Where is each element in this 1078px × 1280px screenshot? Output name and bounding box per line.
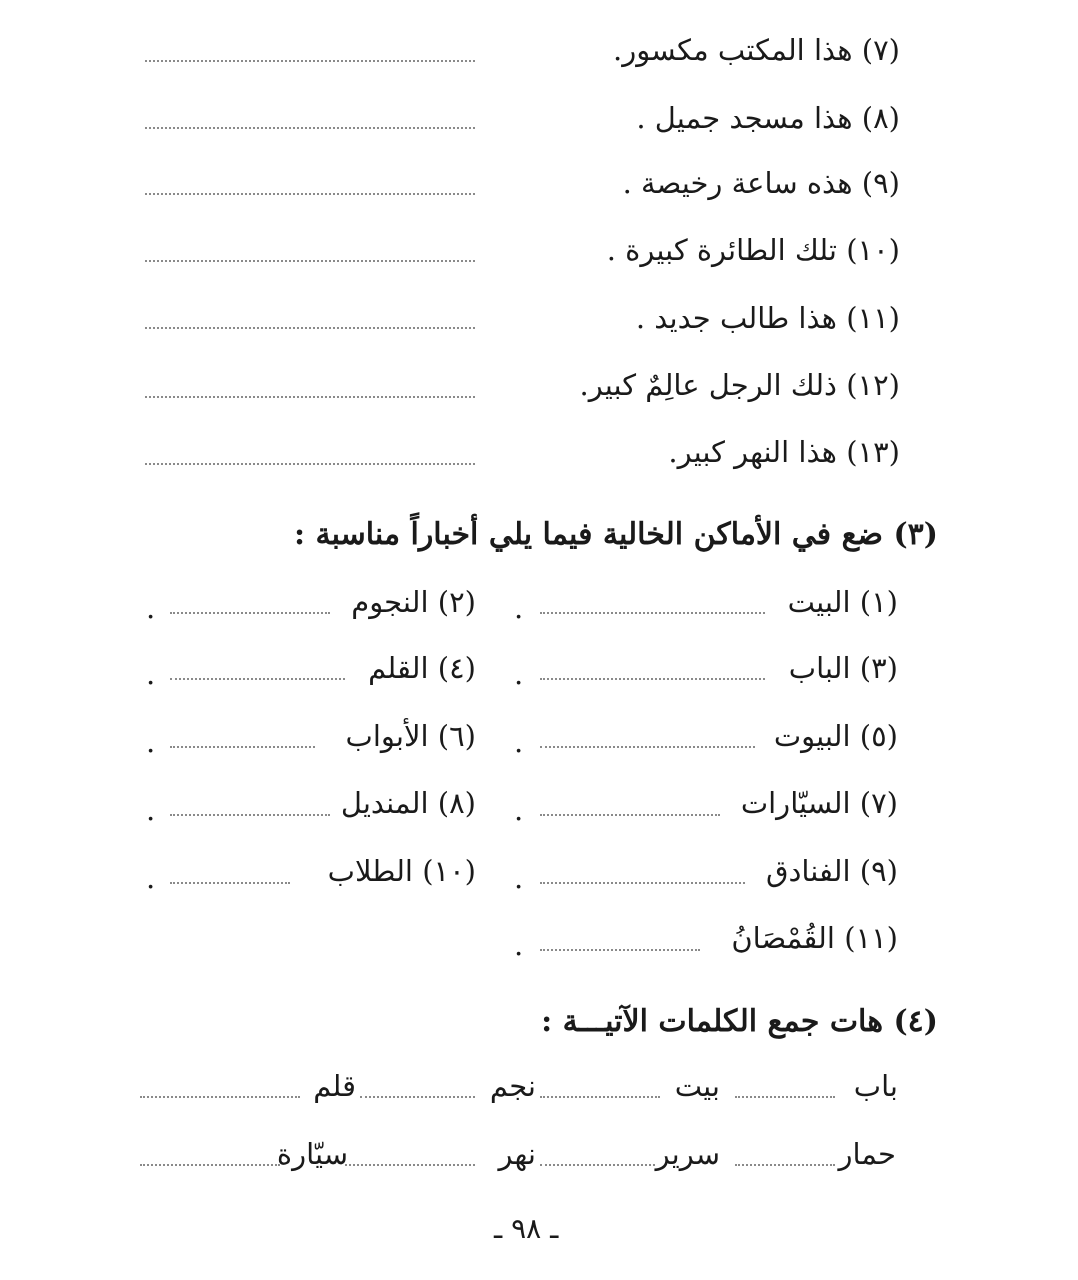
sentence-text: هذا طالب جديد . — [635, 301, 837, 335]
exercise-3-item — [346, 716, 476, 756]
period-mark: . — [146, 657, 156, 691]
sentence-row — [636, 98, 900, 138]
period-mark: . — [146, 725, 156, 759]
item-word: السيّارات — [740, 786, 851, 820]
word-item: قلم — [313, 1069, 356, 1103]
item-word: الأبواب — [345, 719, 429, 753]
item-number: (٦) — [437, 719, 476, 753]
period-mark: . — [146, 591, 156, 625]
answer-blank[interactable] — [360, 1096, 475, 1098]
answer-blank[interactable] — [145, 327, 475, 329]
sentence-row — [607, 230, 900, 270]
item-word: الطلاب — [327, 854, 413, 888]
page-number: ـ ٩٨ ـ — [494, 1212, 559, 1245]
sentence-number: (٩) — [861, 166, 900, 200]
answer-blank[interactable] — [140, 1164, 280, 1166]
answer-blank[interactable] — [540, 814, 720, 816]
period-mark: . — [146, 793, 156, 827]
period-mark: . — [514, 591, 524, 625]
answer-blank[interactable] — [540, 612, 765, 614]
answer-blank[interactable] — [540, 949, 700, 951]
exercise-3-item — [789, 648, 898, 688]
answer-blank[interactable] — [540, 746, 755, 748]
item-number: (١١) — [844, 921, 898, 955]
item-word: المنديل — [340, 786, 429, 820]
sentence-text: هذه ساعة رخيصة . — [622, 166, 853, 200]
sentence-number: (١٠) — [846, 233, 900, 267]
period-mark: . — [514, 793, 524, 827]
answer-blank[interactable] — [170, 746, 315, 748]
exercise-3-item — [741, 783, 898, 823]
item-word: البيوت — [773, 719, 851, 753]
word-item: بيت — [674, 1069, 720, 1103]
exercise-3-item — [368, 648, 476, 688]
period-mark: . — [514, 861, 524, 895]
period-mark: . — [514, 928, 524, 962]
sentence-text: هذا المكتب مكسور. — [613, 33, 853, 67]
sentence-row — [623, 163, 900, 203]
exercise-3-item — [328, 851, 476, 891]
sentence-number: (٨) — [861, 101, 900, 135]
sentence-row — [613, 30, 900, 70]
period-mark: . — [514, 725, 524, 759]
answer-blank[interactable] — [145, 463, 475, 465]
period-mark: . — [514, 657, 524, 691]
exercise-4-heading: (٤) هات جمع الكلمات الآتيـــة : — [541, 1004, 938, 1039]
sentence-text: ذلك الرجل عالِمٌ كبير. — [579, 368, 837, 402]
item-word: القلم — [368, 651, 429, 685]
answer-blank[interactable] — [145, 193, 475, 195]
item-number: (٣) — [859, 651, 898, 685]
answer-blank[interactable] — [170, 678, 345, 680]
item-number: (١٠) — [422, 854, 476, 888]
answer-blank[interactable] — [145, 60, 475, 62]
exercise-3-heading: (٣) ضع في الأماكن الخالية فيما يلي أخباراً مناسبة : — [293, 517, 938, 552]
word-item: حمار — [838, 1137, 896, 1171]
sentence-number: (١٣) — [846, 435, 900, 469]
sentence-number: (٧) — [861, 33, 900, 67]
item-word: الفنادق — [765, 854, 851, 888]
word-item: سرير — [655, 1137, 720, 1171]
item-word: البيت — [787, 585, 851, 619]
exercise-3-item — [351, 582, 476, 622]
answer-blank[interactable] — [540, 882, 745, 884]
exercise-3-item — [788, 582, 898, 622]
answer-blank[interactable] — [140, 1096, 300, 1098]
item-number: (٢) — [437, 585, 476, 619]
sentence-text: هذا النهر كبير. — [668, 435, 837, 469]
sentence-row — [580, 365, 900, 405]
exercise-3-item — [731, 918, 898, 958]
item-number: (١) — [859, 585, 898, 619]
answer-blank[interactable] — [540, 1164, 655, 1166]
sentence-text: هذا مسجد جميل . — [636, 101, 853, 135]
answer-blank[interactable] — [540, 1096, 660, 1098]
exercise-3-item — [774, 716, 898, 756]
sentence-number: (١٢) — [846, 368, 900, 402]
exercise-3-item — [341, 783, 476, 823]
sentence-number: (١١) — [846, 301, 900, 335]
period-mark: . — [146, 861, 156, 895]
answer-blank[interactable] — [145, 127, 475, 129]
word-item: نهر — [498, 1137, 536, 1171]
answer-blank[interactable] — [735, 1096, 835, 1098]
answer-blank[interactable] — [735, 1164, 835, 1166]
word-item: نجم — [489, 1069, 536, 1103]
item-word: القُمْصَانُ — [731, 921, 835, 955]
answer-blank[interactable] — [145, 260, 475, 262]
item-word: الباب — [788, 651, 851, 685]
sentence-row — [668, 432, 900, 472]
item-number: (٧) — [859, 786, 898, 820]
item-number: (٤) — [437, 651, 476, 685]
answer-blank[interactable] — [170, 814, 330, 816]
sentence-row — [636, 298, 900, 338]
item-word: النجوم — [351, 585, 429, 619]
item-number: (٩) — [859, 854, 898, 888]
answer-blank[interactable] — [170, 882, 290, 884]
word-item: سيّارة — [276, 1137, 348, 1171]
exercise-3-item — [766, 851, 898, 891]
answer-blank[interactable] — [540, 678, 765, 680]
answer-blank[interactable] — [145, 396, 475, 398]
item-number: (٥) — [859, 719, 898, 753]
sentence-text: تلك الطائرة كبيرة . — [606, 233, 837, 267]
item-number: (٨) — [437, 786, 476, 820]
answer-blank[interactable] — [345, 1164, 475, 1166]
answer-blank[interactable] — [170, 612, 330, 614]
word-item: باب — [853, 1069, 898, 1103]
